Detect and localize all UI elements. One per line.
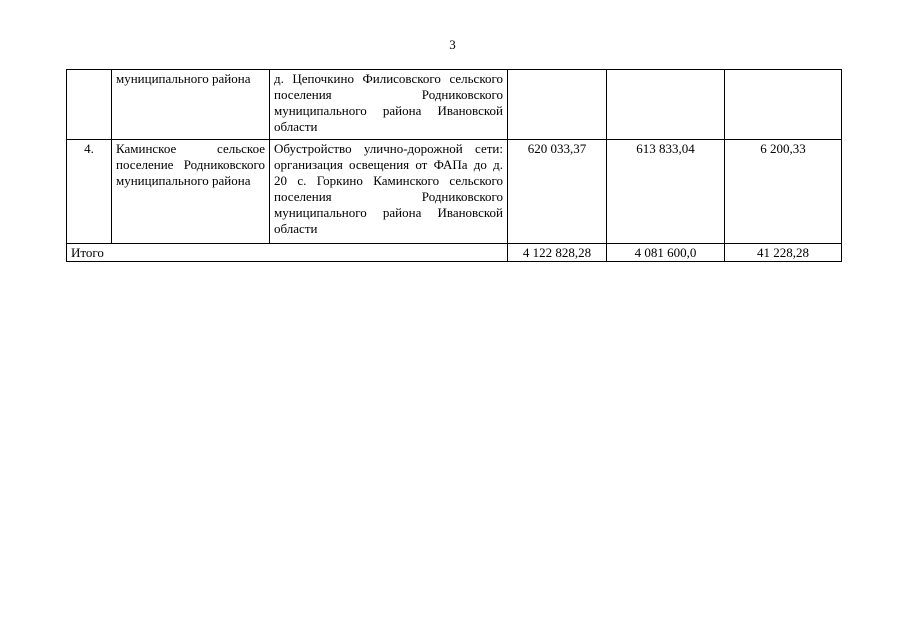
regional-amount-cell — [607, 70, 725, 140]
page-number: 3 — [449, 37, 456, 52]
budget-table — [66, 69, 842, 262]
purpose-cell: д. Цепочкино Филисовского сельского поселения Родниковского муниципального района Ивановской области — [270, 70, 508, 140]
row-index-cell: 4. — [67, 140, 112, 244]
totals-label: Итого — [67, 244, 508, 262]
total-amount-cell: 620 033,37 — [508, 140, 607, 244]
totals-total-cell: 4 122 828,28 — [508, 244, 607, 262]
recipient-cell: муниципального района — [112, 70, 270, 140]
regional-amount-cell: 613 833,04 — [607, 140, 725, 244]
purpose-cell: Обустройство улично-дорожной сети: организация освещения от ФАПа до д. 20 с. Горкино Каминского сельского поселения Родниковского муниципального района Ивановской области — [270, 140, 508, 244]
recipient-cell: Каминское сельское поселение Родниковского муниципального района — [112, 140, 270, 244]
totals-row — [67, 244, 842, 262]
row-index-cell — [67, 70, 112, 140]
local-amount-cell — [725, 70, 842, 140]
table-row — [67, 70, 842, 140]
local-amount-cell: 6 200,33 — [725, 140, 842, 244]
totals-regional-cell: 4 081 600,0 — [607, 244, 725, 262]
totals-local-cell: 41 228,28 — [725, 244, 842, 262]
table-row — [67, 140, 842, 244]
total-amount-cell — [508, 70, 607, 140]
